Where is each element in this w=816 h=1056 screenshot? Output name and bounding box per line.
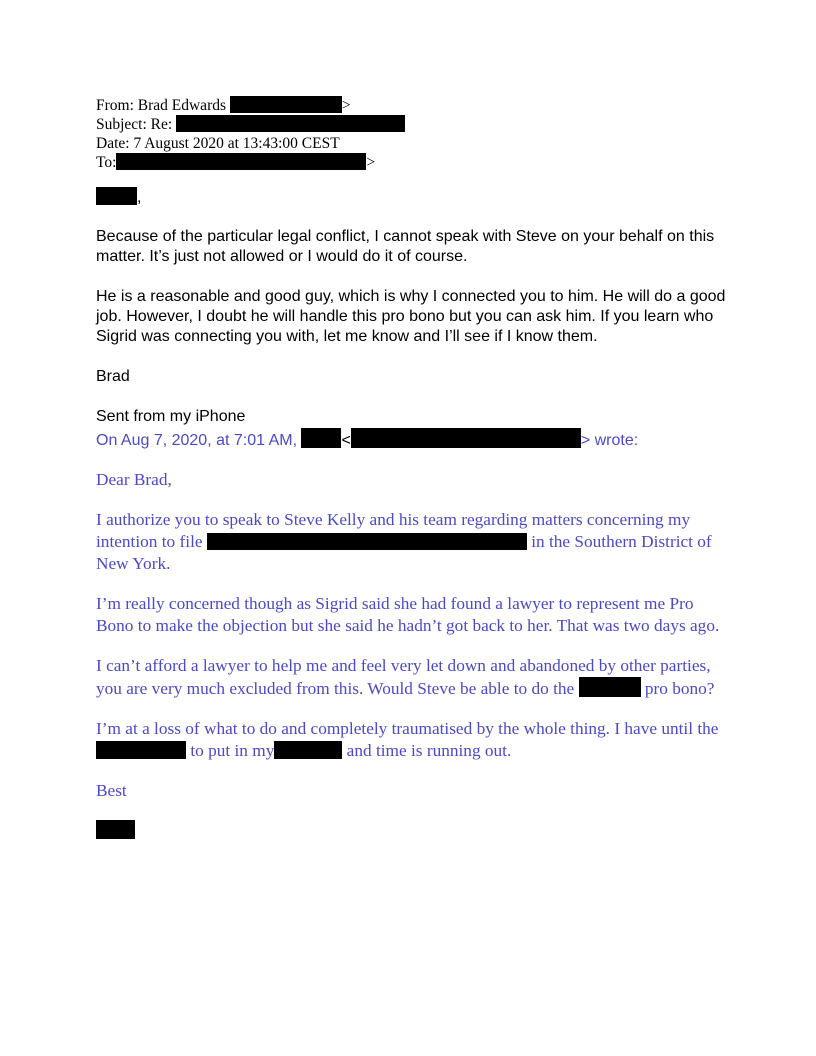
email-header [96,96,405,172]
reply-body [96,187,726,427]
date-line: Date: 7 August 2020 at 13:43:00 CEST [96,135,340,152]
quote-intro-prefix: On Aug 7, 2020, at 7:01 AM, [96,432,298,449]
quote-p1-end: in the Southern District of New York. [96,532,712,573]
to-suffix: > [366,154,376,171]
greeting-suffix: , [137,189,142,206]
redacted-filing-description [207,533,527,550]
reply-paragraph-1: Because of the particular legal conflict, I cannot speak with Steve on your behalf on this matter. It’s just not allowed or I would do it of course. [96,228,715,265]
redacted-sender-signature [96,820,135,839]
to-line [96,153,405,172]
quote-p1-start: I authorize you to speak to Steve Kelly and his team regarding matters concerning my intention to file [96,510,691,551]
quoted-message [96,428,726,842]
redacted-document [274,741,342,759]
quote-salutation: Dear Brad, [96,470,172,489]
quote-paragraph-2: I’m really concerned though as Sigrid said she had found a lawyer to represent me Pro Bono to make the objection but she said he hadn’t got back to her. That was two days ago. [96,594,720,635]
quote-p4-start: I’m at a loss of what to do and completely traumatised by the whole thing. I have until the [96,719,719,738]
redacted-sender-email [351,428,581,448]
reply-signoff: Brad [96,368,130,385]
quote-paragraph-4 [96,718,726,762]
quote-closing: Best [96,781,127,800]
quote-intro-suffix: > wrote: [580,432,639,449]
sent-from-line: Sent from my iPhone [96,408,246,425]
quote-p4-mid: to put in my [190,741,275,760]
redacted-service [579,677,641,697]
quote-signature [96,820,726,842]
from-label: From: Brad Edwards [96,97,227,114]
redacted-deadline [96,741,186,759]
subject-label: Subject: Re: [96,116,173,133]
quote-p3-start: I can’t afford a lawyer to help me and feel very let down and abandoned by other parties, you are very much excluded from this. Would Steve be able to do the [96,656,711,698]
redacted-recipient-name [96,187,137,205]
quote-intro: On Aug 7, 2020, at 7:01 AM, < > wrote: [96,428,726,451]
redacted-sender-name [301,428,341,448]
from-suffix: > [341,97,351,114]
to-label: To: [96,154,117,171]
quote-p3-end: pro bono? [644,679,715,698]
quote-paragraph-1 [96,509,726,575]
quote-p4-end: and time is running out. [346,741,512,760]
redacted-from-address [230,96,342,113]
quote-paragraph-3 [96,655,726,700]
greeting [96,187,726,208]
from-line [96,96,405,115]
redacted-to-address [116,153,366,170]
reply-paragraph-2: He is a reasonable and good guy, which is why I connected you to him. He will do a good job. However, I doubt he will handle this pro bono but you can ask him. If you learn who Sigrid was connecting you with, let me know and I’ll see if I know them. [96,288,726,345]
redacted-subject [176,115,405,132]
subject-line [96,115,405,134]
